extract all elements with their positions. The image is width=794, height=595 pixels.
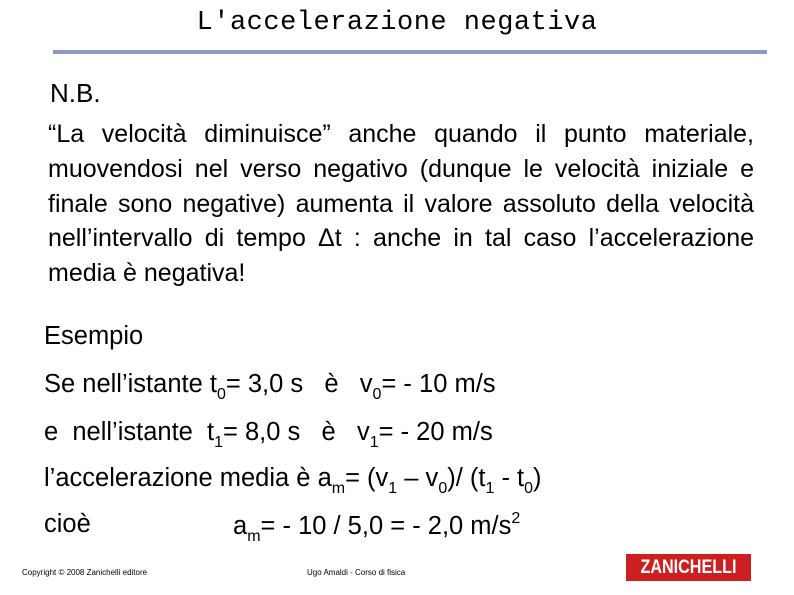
subscript: m	[247, 528, 261, 545]
publisher-logo	[626, 554, 751, 581]
text: )/ (t	[447, 464, 486, 492]
subscript: m	[331, 480, 346, 497]
subscript: 0	[372, 386, 382, 403]
subscript: 1	[485, 480, 495, 497]
superscript: 2	[511, 510, 521, 527]
text: Se nell’istante t	[44, 370, 217, 398]
text: = - 10 / 5,0 = - 2,0 m/s	[260, 512, 512, 540]
text: e nell’istante t	[44, 418, 215, 446]
nb-label: N.B.	[50, 78, 101, 108]
text: = 3,0 s è v	[225, 370, 373, 398]
text: )	[533, 464, 542, 492]
title-divider	[53, 50, 767, 54]
text: = - 20 m/s	[378, 418, 493, 446]
subscript: 1	[369, 434, 379, 451]
course-footer: Ugo Amaldi - Corso di fisica	[307, 568, 406, 577]
text: - t	[494, 464, 525, 492]
example-line-1	[44, 370, 496, 404]
slide-title: L'accelerazione negativa	[196, 8, 598, 38]
subscript: 0	[216, 386, 226, 403]
subscript: 0	[438, 480, 448, 497]
result-formula	[233, 510, 520, 546]
text: l’accelerazione media è a	[44, 464, 332, 492]
subscript: 1	[388, 480, 398, 497]
subscript: 0	[524, 480, 534, 497]
acceleration-formula	[44, 464, 542, 498]
text: = 8,0 s è v	[223, 418, 370, 446]
copyright-footer: Copyright © 2008 Zanichelli editore	[22, 568, 148, 577]
example-label: Esempio	[44, 322, 144, 350]
result-label: cioè	[44, 510, 91, 538]
logo-text: ZANICHELLI	[640, 557, 737, 578]
text: – v	[397, 464, 439, 492]
text: = - 10 m/s	[381, 370, 496, 398]
text: a	[233, 512, 248, 540]
text: = (v	[345, 464, 389, 492]
explanation-paragraph: “La velocità diminuisce” anche quando il punto materiale, muovendosi nel verso negativo (dunque le velocità iniziale e finale sono negative) aumenta il valore assoluto della velocità nell’intervallo di tempo Δt : anche in tal caso l’accelerazione media è negativa!	[48, 120, 754, 288]
subscript: 1	[214, 434, 224, 451]
example-line-2	[44, 418, 493, 452]
